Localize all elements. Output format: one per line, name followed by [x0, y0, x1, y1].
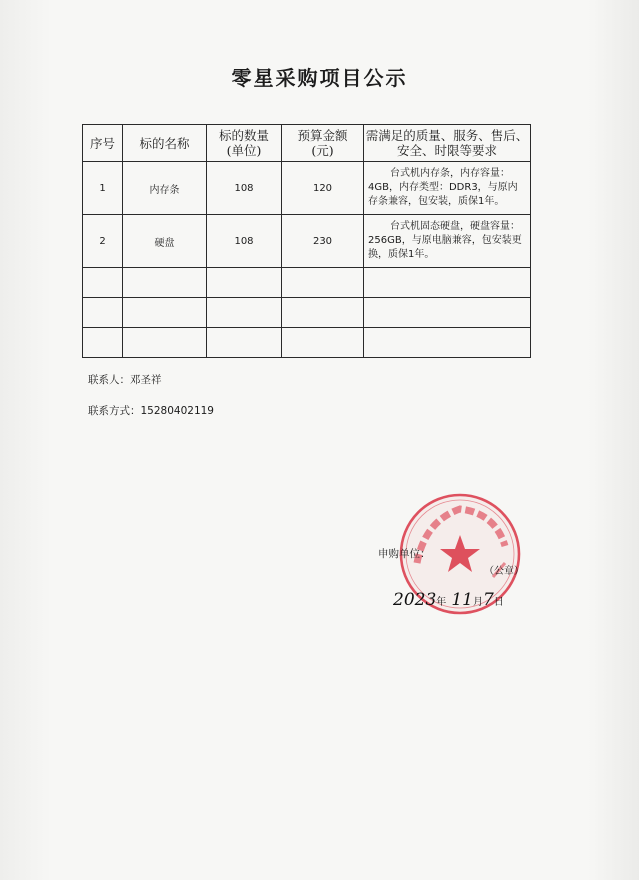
applicant-label: 申购单位： [378, 548, 431, 560]
cell-budget: 120 [282, 162, 364, 215]
date-day: 7 [483, 590, 494, 610]
contact-person-label: 联系人： [88, 374, 130, 386]
procurement-table [82, 124, 531, 358]
header-requirements: 需满足的质量、服务、售后、 安全、时限等要求 [364, 125, 531, 162]
table-row [83, 162, 531, 215]
cell-no: 1 [83, 162, 123, 215]
header-name: 标的名称 [123, 125, 207, 162]
requirements-text: 台式机固态硬盘，硬盘容量：256GB，与原电脑兼容，包安装更换，质保1年。 [368, 221, 522, 260]
contact-phone: 15280402119 [140, 405, 214, 417]
header-qty: 标的数量 (单位) [207, 125, 282, 162]
header-budget: 预算金额 (元) [282, 125, 364, 162]
cell-name: 硬盘 [123, 215, 207, 268]
cell-budget: 230 [282, 215, 364, 268]
cell-qty: 108 [207, 215, 282, 268]
cell-name: 内存条 [123, 162, 207, 215]
date-month-unit: 月 [473, 597, 483, 608]
date-month: 11 [451, 590, 473, 610]
date-day-unit: 日 [493, 597, 504, 608]
contact-person-line [88, 372, 162, 387]
contact-phone-line [88, 403, 214, 418]
date-line [393, 590, 504, 610]
contact-phone-label: 联系方式： [88, 405, 141, 417]
date-year-unit: 年 [436, 597, 447, 608]
requirements-text: 台式机内存条，内存容量：4GB，内存类型：DDR3，与原内存条兼容，包安装，质保1年。 [368, 168, 518, 207]
page-title: 零星采购项目公示 [231, 66, 408, 90]
date-year: 2023 [393, 590, 437, 610]
cell-no: 2 [83, 215, 123, 268]
table-row-empty [83, 328, 531, 358]
cell-qty: 108 [207, 162, 282, 215]
seal-label: （公章） [484, 566, 524, 577]
table-row-empty [83, 268, 531, 298]
table-row-empty [83, 298, 531, 328]
cell-requirements [364, 215, 531, 268]
table-header-row [83, 125, 531, 162]
header-no: 序号 [83, 125, 123, 162]
table-row [83, 215, 531, 268]
cell-requirements [364, 162, 531, 215]
contact-person: 邓圣祥 [130, 374, 162, 386]
